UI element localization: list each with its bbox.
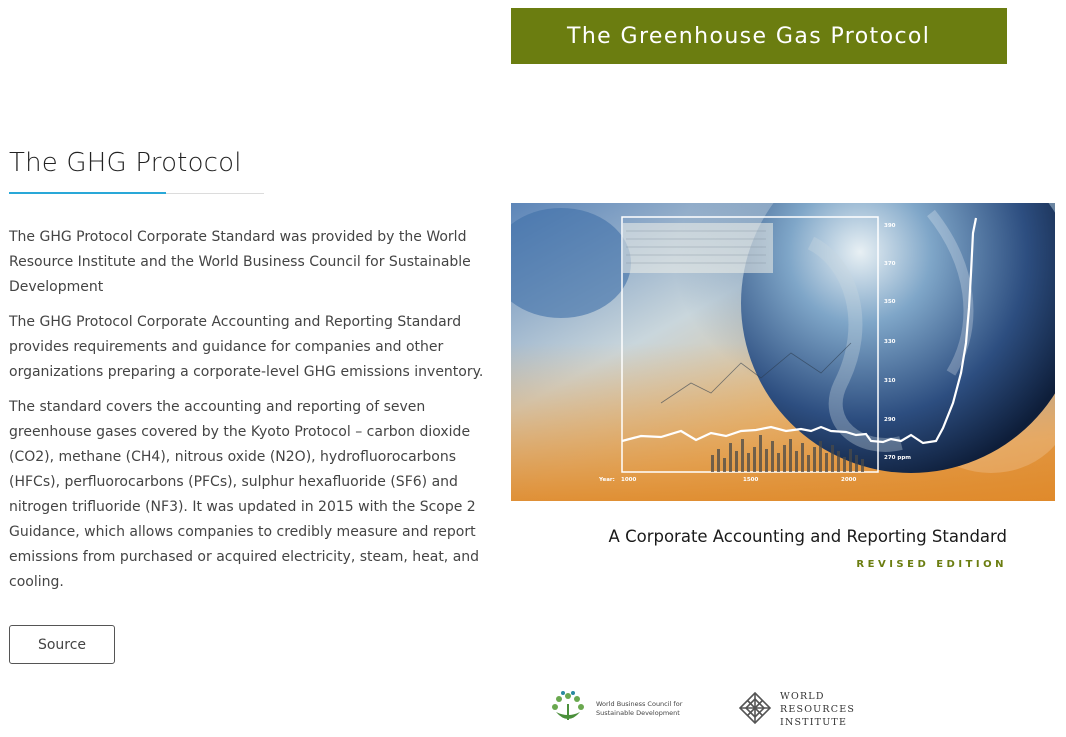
edition-label: REVISED EDITION (856, 559, 1007, 570)
y-tick-330: 330 (884, 339, 896, 345)
wri-logo (737, 690, 867, 734)
y-tick-290: 290 (884, 417, 896, 423)
page-title: The GHG Protocol (9, 148, 242, 178)
x-axis-year-label: Year: (599, 477, 615, 483)
source-button[interactable]: Source (9, 625, 115, 664)
cover-banner: The Greenhouse Gas Protocol (511, 8, 1007, 64)
y-tick-370: 370 (884, 261, 896, 267)
y-tick-350: 350 (884, 299, 896, 305)
cover-subtitle: A Corporate Accounting and Reporting Standard (608, 527, 1007, 546)
wbcsd-logo (546, 686, 696, 730)
y-tick-390: 390 (884, 223, 896, 229)
gases-paragraph: The standard covers the accounting and reporting of seven greenhouse gases covered by the Kyoto Protocol – carbon dioxide (CO2), methane (CH4), nitrous oxide (N2O), hydrofluorocarbons (HFCs), perfluorocarbons (PFCs), sulphur hexafluoride (SF6) and nitrogen trifluoride (NF3). It was updated in 2015 with the Scope 2 Guidance, which allows companies to credibly measure and report emissions from purchased or acquired electricity, steam, heat, and cooling. (9, 399, 480, 590)
x-tick-1000: 1000 (621, 477, 637, 483)
x-tick-2000: 2000 (841, 477, 857, 483)
intro-paragraph: The GHG Protocol Corporate Standard was provided by the World Resource Institute and the World Business Council for Sustainable Development (9, 229, 471, 295)
standard-paragraph: The GHG Protocol Corporate Accounting and Reporting Standard provides requirements and guidance for companies and other organizations preparing a corporate-level GHG emissions inventory. (9, 314, 484, 380)
wbcsd-emblem-icon (546, 686, 590, 730)
wri-logo-text: WORLD RESOURCES INSTITUTE (780, 691, 856, 728)
x-tick-1500: 1500 (743, 477, 759, 483)
cover-image (511, 203, 1055, 501)
wri-knot-icon (737, 690, 773, 730)
y-tick-270: 270 ppm (884, 455, 912, 461)
wbcsd-logo-text: World Business Council for Sustainable Development (596, 700, 683, 717)
y-tick-310: 310 (884, 378, 896, 384)
title-accent-bar (9, 192, 166, 194)
